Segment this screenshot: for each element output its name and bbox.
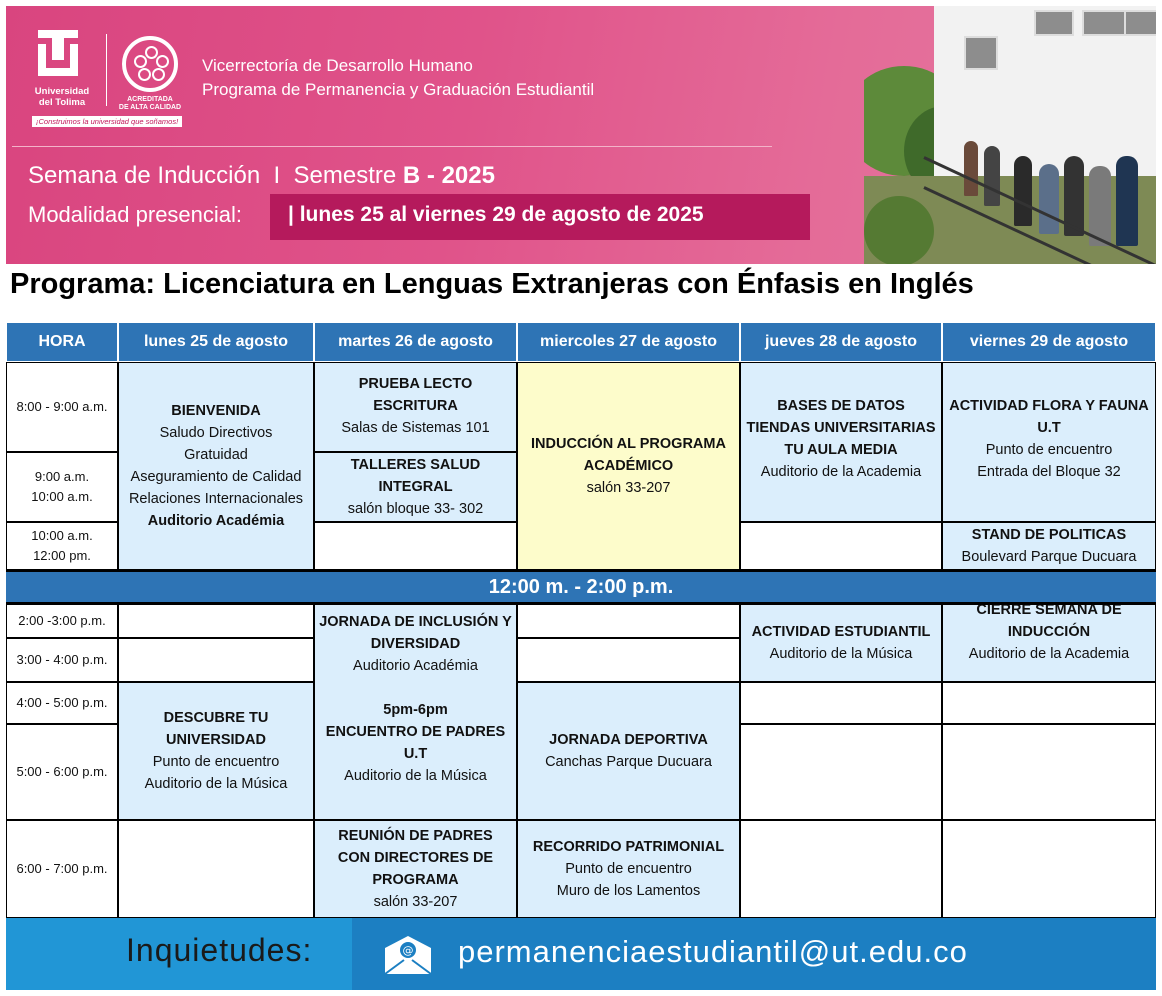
event-flora-fauna: ACTIVIDAD FLORA Y FAUNA U.T Punto de encuentro Entrada del Bloque 32 [942,362,1156,522]
slogan: ¡Construimos la universidad que soñamos! [32,116,182,127]
event-actividad-estudiantil: ACTIVIDAD ESTUDIANTIL Auditorio de la Música [740,604,942,682]
students-photo [864,6,1156,264]
time-slot: 5:00 - 6:00 p.m. [6,724,118,820]
header-viernes: viernes 29 de agosto [942,322,1156,362]
header-hora: HORA [6,322,118,362]
vicerrectoria: Vicerrectoría de Desarrollo Humano [202,56,473,75]
dates-band [270,194,810,240]
empty-cell [740,724,942,820]
time-slot: 2:00 -3:00 p.m. [6,604,118,638]
header-banner [6,6,1156,264]
empty-cell [314,522,517,570]
empty-cell [517,638,740,682]
time-slot: 8:00 - 9:00 a.m. [6,362,118,452]
event-jornada-deportiva: JORNADA DEPORTIVA Canchas Parque Ducuara [517,682,740,820]
empty-cell [740,820,942,918]
event-recorrido-patrimonial: RECORRIDO PATRIMONIAL Punto de encuentro Muro de los Lamentos [517,820,740,918]
inquiries-box [6,918,352,990]
modality-label: Modalidad presencial: [28,202,243,227]
event-talleres-salud: TALLERES SALUD INTEGRAL salón bloque 33- 302 [314,452,517,522]
header-lunes: lunes 25 de agosto [118,322,314,362]
time-slot: 10:00 a.m. 12:00 pm. [6,522,118,570]
header-martes: martes 26 de agosto [314,322,517,362]
header-jueves: jueves 28 de agosto [740,322,942,362]
event-bienvenida: BIENVENIDA Saludo Directivos Gratuidad Aseguramiento de Calidad Relaciones Internacionales Auditorio Académia [118,362,314,570]
event-cierre-semana: CIERRE SEMANA DE INDUCCIÓN Auditorio de la Academia [942,604,1156,682]
empty-cell [942,682,1156,724]
programa-permanencia: Programa de Permanencia y Graduación Estudiantil [202,80,595,99]
time-slot: 4:00 - 5:00 p.m. [6,682,118,724]
empty-cell [740,682,942,724]
empty-cell [942,820,1156,918]
time-slot: 3:00 - 4:00 p.m. [6,638,118,682]
schedule-table [6,322,1156,918]
ut-logo-mark [38,30,78,82]
contact-footer [6,918,1156,990]
event-induccion-programa: INDUCCIÓN AL PROGRAMA ACADÉMICO salón 33-207 [517,362,740,570]
empty-cell [942,724,1156,820]
university-logo [32,28,192,128]
university-name: Universidad del Tolima [34,86,90,108]
time-slot: 9:00 a.m. 10:00 a.m. [6,452,118,522]
contact-email[interactable]: permanenciaestudiantil@ut.edu.co [458,934,968,969]
dates-text: | lunes 25 al viernes 29 de agosto de 2025 [288,203,704,226]
envelope-at-icon [382,934,434,976]
time-slot: 6:00 - 7:00 p.m. [6,820,118,918]
event-stand-politicas: STAND DE POLITICAS Boulevard Parque Ducuara [942,522,1156,570]
program-title: Programa: Licenciatura en Lenguas Extranjeras con Énfasis en Inglés [10,268,974,300]
empty-cell [118,604,314,638]
event-reunion-padres: REUNIÓN DE PADRES CON DIRECTORES DE PROGRAMA salón 33-207 [314,820,517,918]
event-title: Semana de Inducción I Semestre B - 2025 [28,162,495,189]
event-descubre-universidad: DESCUBRE TU UNIVERSIDAD Punto de encuentro Auditorio de la Música [118,682,314,820]
lunch-break: 12:00 m. - 2:00 p.m. [6,570,1156,604]
event-jornada-inclusion: JORNADA DE INCLUSIÓN Y DIVERSIDAD Auditorio Académia 5pm-6pm ENCUENTRO DE PADRES U.T Auditorio de la Música [314,604,517,820]
empty-cell [740,522,942,570]
accreditation-seal-icon [122,36,178,92]
empty-cell [517,604,740,638]
accreditation-label: ACREDITADA DE ALTA CALIDAD [118,96,182,111]
svg-text:@: @ [402,944,414,957]
empty-cell [118,638,314,682]
divider [12,146,772,147]
empty-cell [118,820,314,918]
header-miercoles: miercoles 27 de agosto [517,322,740,362]
office-name [202,54,594,102]
event-prueba-lecto-escritura: PRUEBA LECTO ESCRITURA Salas de Sistemas 101 [314,362,517,452]
inquiries-label: Inquietudes: [126,932,313,968]
event-bases-de-datos: BASES DE DATOS TIENDAS UNIVERSITARIAS TU AULA MEDIA Auditorio de la Academia [740,362,942,522]
